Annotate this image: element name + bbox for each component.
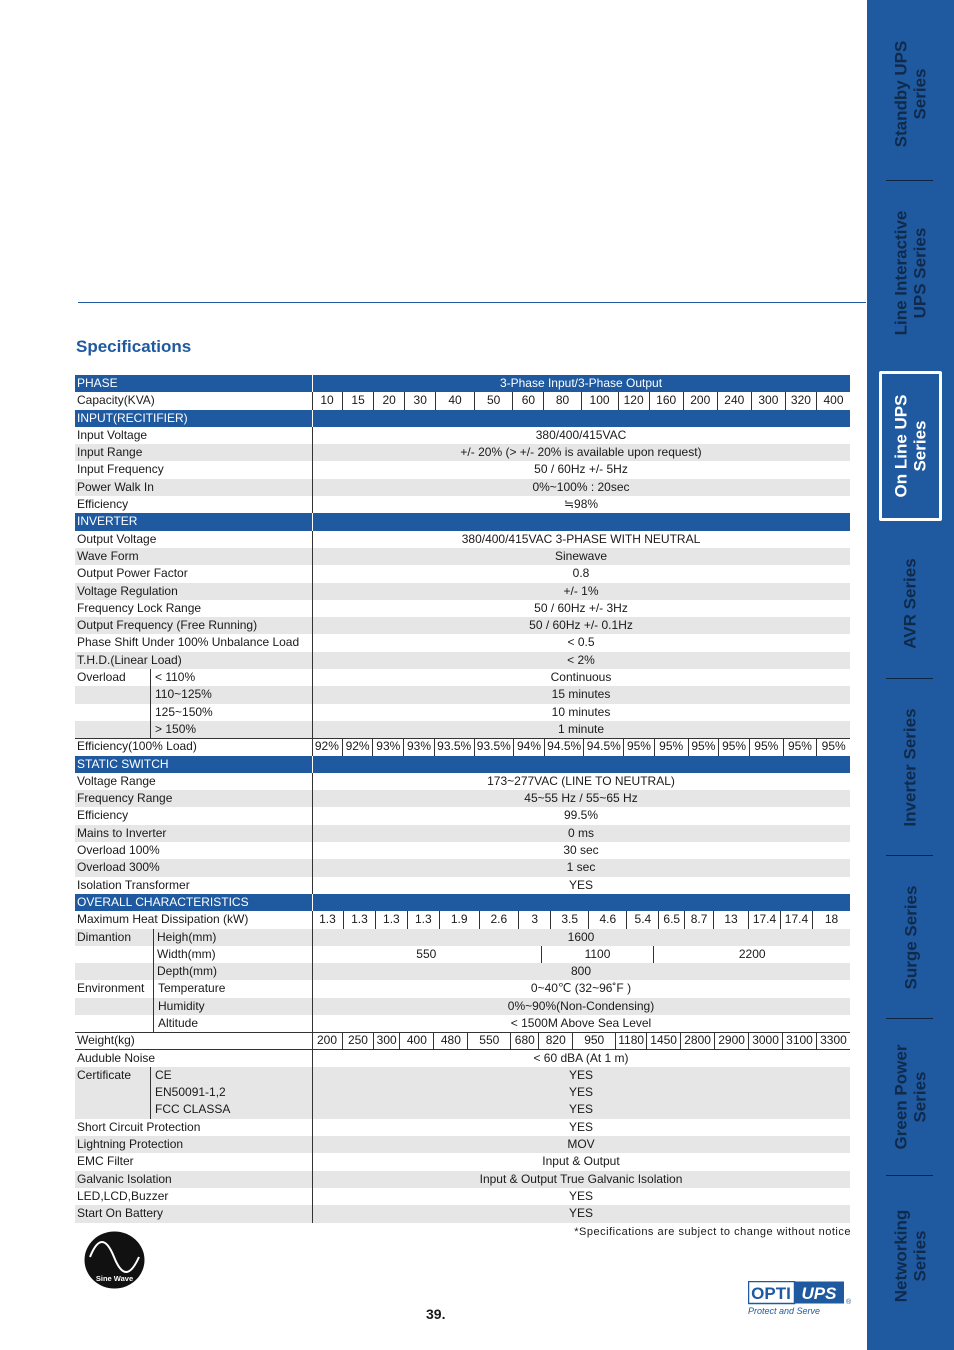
row-label: Output Frequency (Free Running) [77, 618, 258, 633]
tab-label: Line Interactive [891, 210, 911, 336]
efficiency-cell: 95% [750, 738, 784, 755]
row-label: LED,LCD,Buzzer [77, 1188, 169, 1203]
table-row [75, 1188, 850, 1205]
capacity-cell: 300 [752, 392, 786, 409]
row-label: Overload 300% [77, 860, 160, 875]
capacity-cell: 15 [343, 392, 374, 409]
sub-divider [153, 998, 154, 1015]
heat-cell: 5.4 [627, 911, 659, 928]
tab-label: UPS Series [910, 227, 930, 319]
brand-tagline: Protect and Serve [748, 1306, 821, 1316]
row-label: Certificate [77, 1067, 132, 1082]
section-title: INPUT(RECITIFIER) [77, 410, 188, 425]
row-sublabel: Depth(mm) [157, 964, 218, 979]
weight-cell: 200 [312, 1032, 343, 1049]
weight-cell: 3100 [783, 1032, 817, 1049]
tab-label: Series [910, 420, 930, 472]
table-row-environment [75, 998, 850, 1015]
heat-cell: 1.3 [376, 911, 408, 928]
section-header-overall [75, 894, 850, 911]
sub-divider [150, 686, 151, 703]
heat-cell: 18 [824, 912, 839, 927]
footnote: *Specifications are subject to change without notice [574, 1226, 851, 1238]
sub-divider [150, 669, 151, 686]
table-row-dimension [75, 946, 850, 963]
capacity-cell: 20 [374, 392, 405, 409]
weight-cell: 680 [511, 1032, 539, 1049]
efficiency-cell: 93.5% [435, 738, 475, 755]
row-value: Continuous [550, 670, 612, 685]
table-row-efficiency-load [75, 738, 850, 755]
table-row [75, 1171, 850, 1188]
capacity-cells [312, 392, 850, 409]
efficiency-cell: 95% [689, 738, 720, 755]
row-label: Phase Shift Under 100% Unbalance Load [77, 635, 300, 650]
row-label: T.H.D.(Linear Load) [77, 652, 182, 667]
table-row [75, 859, 850, 876]
table-row [75, 496, 850, 513]
tab-label: Green Power [891, 1044, 911, 1150]
row-value: YES [568, 877, 593, 892]
table-row-environment [75, 1015, 850, 1032]
capacity-cell: 100 [582, 392, 619, 409]
table-row [75, 617, 850, 634]
section-title: INVERTER [77, 514, 138, 529]
weight-cell: 950 [573, 1032, 616, 1049]
row-label: EMC Filter [77, 1154, 134, 1169]
row-value: 0.8 [572, 566, 590, 581]
tab-inverter[interactable] [867, 679, 954, 855]
capacity-cell: 160 [650, 392, 684, 409]
heat-cell: 6.5 [659, 911, 685, 928]
row-value: 15 minutes [551, 687, 611, 702]
col-divider [312, 513, 313, 530]
row-value: 50 / 60Hz +/- 3Hz [534, 600, 628, 615]
heat-cell: 1.3 [312, 911, 344, 928]
heat-cell: 4.6 [589, 911, 627, 928]
table-row [75, 1119, 850, 1136]
table-row [75, 842, 850, 859]
tab-label: Series [910, 1071, 930, 1123]
efficiency-cell: 95% [624, 738, 655, 755]
table-row [75, 1205, 850, 1222]
tab-label: AVR Series [901, 557, 920, 649]
row-sublabel: Humidity [158, 998, 205, 1013]
width-cell: 2200 [738, 946, 766, 961]
row-label: Lightning Protection [77, 1137, 184, 1152]
width-cells [312, 946, 850, 963]
tab-label: Series [910, 1230, 930, 1282]
tab-standby-ups[interactable] [867, 8, 954, 180]
row-sublabel: Heigh(mm) [157, 929, 217, 944]
heat-cell: 1.3 [408, 911, 440, 928]
row-value: Sinewave [554, 548, 608, 563]
row-sublabel: CE [155, 1067, 172, 1082]
heat-cell: 8.7 [685, 911, 714, 928]
brand-registered: ® [846, 1299, 852, 1306]
tab-label: Series [910, 68, 930, 120]
row-value: 45~55 Hz / 55~65 Hz [524, 791, 638, 806]
row-label: Weight(kg) [77, 1033, 135, 1048]
row-value: < 60 dBA (At 1 m) [533, 1050, 629, 1065]
row-label: PHASE [77, 376, 118, 390]
row-value: 99.5% [563, 808, 599, 823]
row-label: Overload 100% [77, 843, 160, 858]
weight-cell: 3000 [749, 1032, 783, 1049]
table-row-overload [75, 721, 850, 738]
sub-divider [150, 704, 151, 721]
weight-cell: 2900 [715, 1032, 749, 1049]
table-row [75, 807, 850, 824]
capacity-cell: 10 [312, 392, 343, 409]
capacity-cell: 120 [619, 392, 650, 409]
row-value: 0~40℃ (32~96˚F ) [530, 981, 632, 996]
row-value: Input & Output [542, 1154, 620, 1169]
efficiency-cell: 95% [719, 738, 750, 755]
section-title: OVERALL CHARACTERISTICS [77, 894, 249, 909]
brand-ups: UPS [801, 1284, 837, 1303]
row-value: YES [568, 1102, 593, 1117]
sub-divider [153, 1015, 154, 1032]
row-value: < 1500M Above Sea Level [510, 1015, 652, 1030]
tab-avr[interactable] [867, 528, 954, 678]
efficiency-cell: 95% [784, 738, 818, 755]
efficiency-cell: 95% [655, 738, 689, 755]
weight-cell: 250 [343, 1032, 374, 1049]
heat-cell: 17.4 [781, 911, 813, 928]
row-value: 1600 [567, 929, 595, 944]
table-row [75, 583, 850, 600]
capacity-cell: 240 [718, 392, 752, 409]
table-row [75, 427, 850, 444]
row-sublabel: 125~150% [155, 704, 213, 719]
weight-cell: 550 [468, 1032, 511, 1049]
row-label: Power Walk In [77, 479, 154, 494]
row-value: +/- 20% (> +/- 20% is available upon request) [460, 445, 702, 460]
table-row-heat [75, 911, 850, 928]
sub-divider [150, 1101, 151, 1118]
width-cell: 550 [312, 946, 542, 963]
heat-cells [312, 911, 850, 928]
table-row [75, 1153, 850, 1170]
table-row [75, 461, 850, 478]
table-row-capacity [75, 392, 850, 409]
row-label: Wave Form [77, 548, 139, 563]
sine-wave-icon [84, 1231, 145, 1289]
heat-cell: 1.3 [344, 911, 376, 928]
spec-table [75, 375, 850, 1223]
row-value: 1 sec [566, 860, 596, 875]
row-value: +/- 1% [563, 583, 599, 598]
row-value: Input & Output True Galvanic Isolation [479, 1171, 683, 1186]
capacity-cell: 50 [475, 392, 514, 409]
row-label: Efficiency [77, 808, 129, 823]
row-value: 173~277VAC (LINE TO NEUTRAL) [487, 773, 675, 788]
row-value: YES [568, 1119, 593, 1134]
row-label: Input Voltage [77, 427, 148, 442]
table-row-environment [75, 980, 850, 997]
capacity-cell: 30 [405, 392, 436, 409]
row-sublabel: FCC CLASSA [155, 1102, 231, 1117]
row-value: YES [568, 1188, 593, 1203]
heat-cell: 2.6 [480, 911, 520, 928]
row-value: YES [568, 1067, 593, 1082]
row-sublabel: < 110% [155, 670, 196, 685]
row-value: 0 ms [567, 825, 594, 840]
row-label: Overload [77, 670, 126, 685]
efficiency-cells [312, 738, 850, 755]
row-value: ≒98% [563, 497, 599, 512]
weight-cells [312, 1032, 850, 1049]
section-title: STATIC SWITCH [77, 756, 169, 771]
heat-cell: 13 [714, 911, 749, 928]
tab-label: On Line UPS [891, 394, 911, 498]
row-label: Frequency Range [77, 791, 173, 806]
row-value: 380/400/415VAC [535, 427, 627, 442]
capacity-cell: 200 [684, 392, 718, 409]
row-value: YES [568, 1206, 593, 1221]
row-value: 30 sec [563, 843, 599, 858]
section-header-inverter [75, 513, 850, 530]
table-row-dimension [75, 963, 850, 980]
row-label: Auduble Noise [77, 1050, 156, 1065]
capacity-cell: 60 [513, 392, 544, 409]
row-sublabel: > 150% [155, 721, 197, 736]
row-label: Input Frequency [77, 462, 164, 477]
capacity-cell: 400 [823, 393, 844, 408]
row-label: Mains to Inverter [77, 825, 167, 840]
table-row-dimension [75, 929, 850, 946]
row-label: Environment [77, 981, 145, 996]
heat-cell: 3.5 [551, 911, 589, 928]
row-value: < 2% [567, 652, 595, 667]
row-sublabel: Altitude [158, 1015, 199, 1030]
row-value: < 0.5 [567, 635, 595, 650]
tab-line-interactive[interactable] [867, 181, 954, 365]
capacity-cell: 80 [544, 392, 581, 409]
row-value: 3-Phase Input/3-Phase Output [499, 376, 663, 390]
efficiency-cell: 93% [373, 738, 404, 755]
sub-divider [153, 929, 154, 946]
table-row-overload [75, 686, 850, 703]
weight-cell: 400 [400, 1032, 434, 1049]
section-header-input [75, 410, 850, 427]
efficiency-cell: 92% [343, 738, 374, 755]
weight-cell: 3300 [820, 1033, 847, 1048]
table-row-certificate [75, 1101, 850, 1118]
table-row-certificate [75, 1067, 850, 1084]
table-row [75, 634, 850, 651]
table-row [75, 565, 850, 582]
row-label: Short Circuit Protection [77, 1119, 201, 1134]
weight-cell: 2800 [681, 1032, 715, 1049]
heat-cell: 3 [519, 911, 551, 928]
table-row [75, 1050, 850, 1067]
capacity-cell: 320 [786, 392, 817, 409]
capacity-cell: 40 [436, 392, 475, 409]
row-value: 380/400/415VAC 3-PHASE WITH NEUTRAL [461, 531, 701, 546]
row-value: 0%~100% : 20sec [532, 479, 630, 494]
row-sublabel: EN50091-1,2 [155, 1085, 226, 1100]
tab-on-line-ups[interactable] [867, 370, 954, 522]
table-row [75, 773, 850, 790]
row-value: 10 minutes [551, 704, 611, 719]
weight-cell: 820 [539, 1032, 573, 1049]
table-row [75, 444, 850, 461]
row-sublabel: 110~125% [155, 687, 212, 702]
table-row [75, 548, 850, 565]
row-value: 1 minute [557, 721, 605, 736]
opti-ups-logo [748, 1281, 856, 1317]
heat-cell: 1.9 [440, 911, 480, 928]
top-rule [78, 302, 866, 303]
efficiency-cell: 95% [821, 739, 846, 754]
section-header-static-switch [75, 756, 850, 773]
row-label: Dimantion [77, 929, 132, 944]
col-divider [312, 756, 313, 773]
sine-wave-label: Sine Wave [95, 1274, 134, 1283]
row-value: YES [568, 1085, 593, 1100]
page-number: 39. [426, 1306, 446, 1322]
table-row [75, 1136, 850, 1153]
sub-divider [150, 1084, 151, 1101]
efficiency-cell: 93% [404, 738, 435, 755]
width-cell: 1100 [542, 946, 655, 963]
table-row-overload [75, 704, 850, 721]
row-value: 800 [570, 964, 592, 979]
table-row [75, 825, 850, 842]
tab-surge[interactable] [867, 856, 954, 1018]
row-label: Efficiency [77, 497, 129, 512]
weight-cell: 1450 [647, 1032, 681, 1049]
tab-label: Surge Series [901, 885, 921, 989]
row-label: Input Range [77, 445, 143, 460]
row-label: Output Voltage [77, 531, 157, 546]
series-sidebar [867, 0, 954, 1350]
tab-label: Inverter Series [901, 707, 921, 827]
row-sublabel: Width(mm) [157, 946, 216, 961]
table-row [75, 531, 850, 548]
page-title: Specifications [76, 337, 192, 356]
weight-cell: 1180 [616, 1032, 647, 1049]
sub-divider [150, 1067, 151, 1084]
weight-cell: 300 [374, 1032, 400, 1049]
table-row [75, 790, 850, 807]
row-value: MOV [567, 1137, 595, 1152]
row-label: Isolation Transformer [77, 877, 190, 892]
table-row-overload [75, 669, 850, 686]
table-row [75, 479, 850, 496]
brand-opti: OPTI [751, 1284, 791, 1303]
row-label: Frequency Lock Range [77, 600, 202, 615]
efficiency-cell: 94% [514, 738, 545, 755]
sub-divider [153, 963, 154, 980]
tab-label: Standby UPS [891, 40, 911, 148]
sub-divider [153, 946, 154, 963]
table-row-weight [75, 1032, 850, 1049]
row-label: Efficiency(100% Load) [77, 739, 197, 754]
row-label: Start On Battery [77, 1206, 164, 1221]
tab-label: Networking [891, 1209, 911, 1303]
efficiency-cell: 93.5% [475, 738, 515, 755]
section-header-phase [75, 375, 850, 392]
col-divider [312, 410, 313, 427]
row-value: 0%~90%(Non-Condensing) [507, 998, 655, 1013]
table-row-certificate [75, 1084, 850, 1101]
tab-networking[interactable] [867, 1176, 954, 1336]
row-sublabel: Temperature [158, 981, 226, 996]
weight-cell: 480 [434, 1032, 468, 1049]
col-divider [312, 894, 313, 911]
row-label: Voltage Regulation [77, 583, 178, 598]
tab-green-power[interactable] [867, 1019, 954, 1175]
table-row [75, 877, 850, 894]
row-label: Capacity(KVA) [77, 393, 155, 408]
row-label: Maximum Heat Dissipation (kW) [77, 912, 249, 927]
table-row [75, 652, 850, 669]
row-label: Output Power Factor [77, 566, 188, 581]
sub-divider [150, 721, 151, 738]
row-label: Galvanic Isolation [77, 1171, 172, 1186]
efficiency-cell: 92% [312, 738, 343, 755]
heat-cell: 17.4 [749, 911, 781, 928]
sub-divider [153, 980, 154, 997]
row-value: 50 / 60Hz +/- 0.1Hz [529, 618, 633, 633]
row-value: 50 / 60Hz +/- 5Hz [534, 462, 628, 477]
efficiency-cell: 94.5% [584, 738, 624, 755]
table-row [75, 600, 850, 617]
row-label: Voltage Range [77, 773, 156, 788]
efficiency-cell: 94.5% [545, 738, 585, 755]
